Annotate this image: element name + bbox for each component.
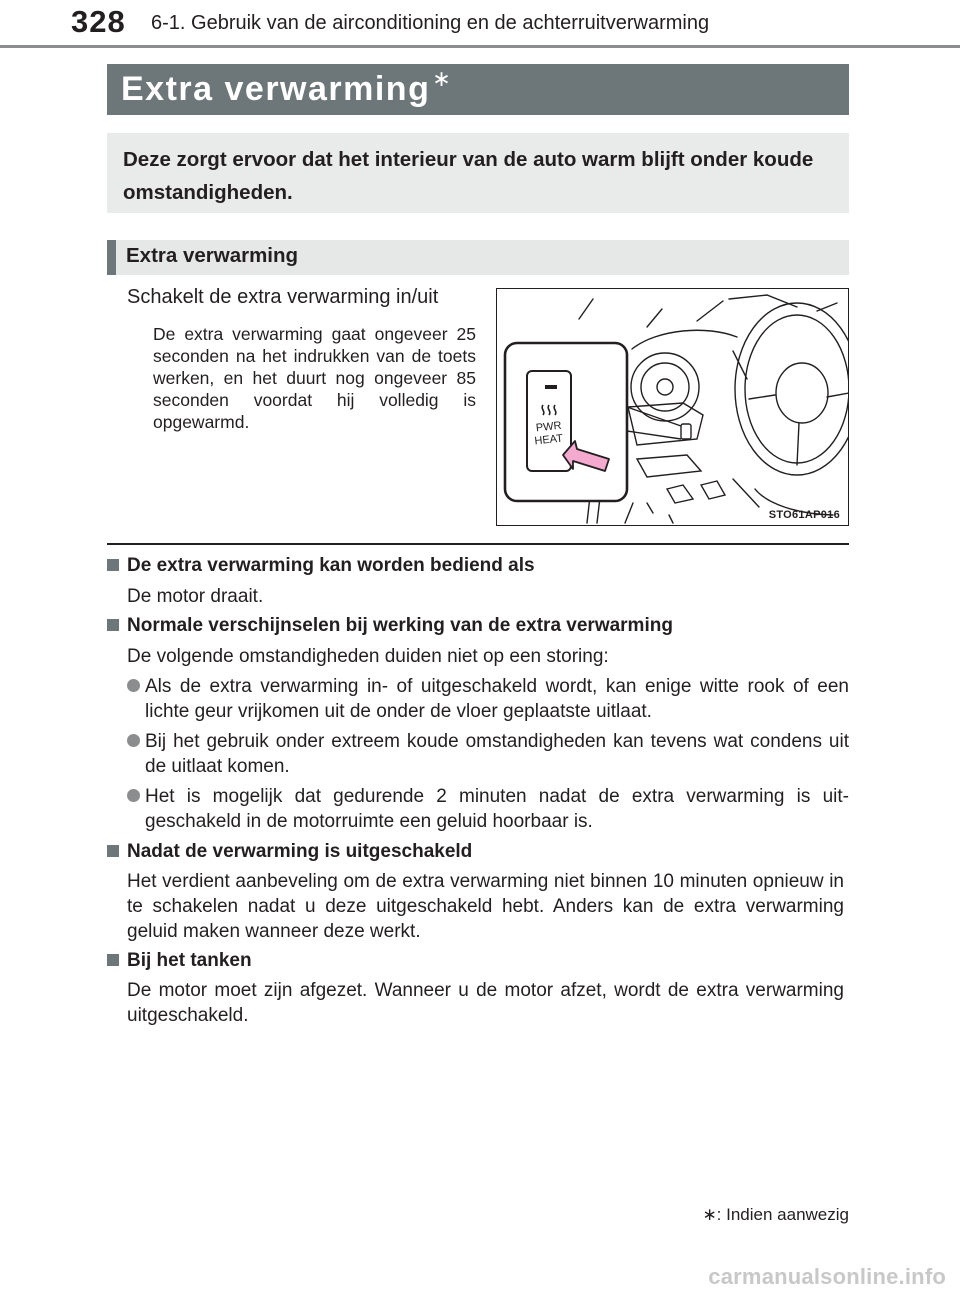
header-divider [0, 45, 960, 48]
pedal [667, 485, 693, 503]
round-bullet-icon [127, 679, 140, 692]
page-title [121, 66, 453, 109]
section-heading [107, 615, 673, 637]
pwr-heat-button-small [681, 424, 691, 439]
button-label-heat: HEAT [533, 432, 564, 448]
floor-line [647, 503, 673, 523]
section-heading [107, 950, 252, 972]
indicator-light [545, 385, 557, 389]
figure-code: STO61AP016 [768, 509, 840, 521]
dash-line [697, 301, 723, 321]
section-title: Nadat de verwarming is uitgeschakeld [127, 841, 473, 862]
page-title-bar [107, 64, 849, 115]
dashboard-drawing [497, 289, 848, 525]
dash-line [729, 295, 797, 307]
subsection-header [107, 240, 849, 275]
round-bullet-icon [127, 734, 140, 747]
gauge-hub [657, 379, 673, 395]
list-item-text: Het is mogelijk dat gedurende 2 minuten nadat de extra verwarming is uitgeschakeld in de motorruimte een geluid hoorbaar is. [145, 786, 849, 832]
callout-description: De extra verwarming gaat ongeveer 25 seconden na het indrukken van de toets werken, en het duurt nog ongeveer 85 seconden voordat hij volledig is opgewarmd. [153, 324, 476, 432]
button-label-pwr: PWR [535, 419, 563, 435]
dashboard-illustration [496, 288, 849, 526]
steering-wheel [735, 303, 848, 475]
list-item-text: Als de extra verwarming in- of uitgeschakeld wordt, kan enige witte rook of een lichte geur vrijkomen uit de onder de vloer geplaatste uitlaat. [145, 676, 849, 722]
section-title: Bij het tanken [127, 950, 252, 971]
section-heading [107, 841, 472, 863]
square-bullet-icon [107, 619, 119, 631]
list-item [127, 729, 849, 779]
dash-line [647, 309, 662, 327]
section-divider [107, 543, 849, 545]
list-item [127, 674, 849, 724]
square-bullet-icon [107, 954, 119, 966]
section-title: De extra verwarming kan worden bediend als [127, 555, 535, 576]
square-bullet-icon [107, 559, 119, 571]
subsection-accent [107, 240, 116, 275]
list-item [127, 784, 849, 834]
section-body: Het verdient aanbeveling om de extra verwarming niet binnen 10 minuten opnieuw in te schakelen nadat u deze uitgeschakeld hebt. Anders kan de extra verwarming geluid maken wanneer deze werkt. [127, 871, 844, 942]
dash-line [579, 299, 593, 319]
square-bullet-icon [107, 845, 119, 857]
page-number: 328 [71, 4, 126, 39]
dash-line [632, 330, 737, 349]
section-path: 6-1. Gebruik van de airconditioning en de achterruitverwarming [151, 12, 710, 34]
steering-hub [776, 363, 828, 423]
pedal-line [733, 479, 759, 507]
section-body: De motor moet zijn afgezet. Wanneer u de motor afzet, wordt de extra verwarming uitgeschakeld. [127, 980, 844, 1026]
footnote: ∗: Indien aanwezig [702, 1205, 849, 1224]
steering-spoke [749, 393, 848, 465]
callout-title: Schakelt de extra verwarming in/uit [127, 286, 439, 308]
intro-text: Deze zorgt ervoor dat het interieur van de auto warm blijft onder koude omstandigheden. [123, 148, 814, 204]
optional-marker: ∗ [432, 66, 453, 91]
steering-wheel-inner [745, 315, 848, 463]
lower-panel [637, 455, 701, 477]
list-item-text: Bij het gebruik onder extreem koude omstandigheden kan tevens wat condens uit de uitlaat komen. [145, 731, 849, 777]
subsection-title: Extra verwarming [126, 244, 299, 267]
section-body: De motor draait. [127, 586, 264, 607]
section-title: Normale verschijnselen bij werking van de extra verwarming [127, 615, 673, 636]
section-body: De volgende omstandigheden duiden niet op een storing: [127, 646, 609, 667]
round-bullet-icon [127, 789, 140, 802]
section-heading [107, 555, 535, 577]
page-title-text: Extra verwarming [121, 70, 431, 108]
watermark: carmanualsonline.info [708, 1264, 946, 1289]
intro-box [107, 133, 849, 213]
pedal [701, 481, 725, 499]
